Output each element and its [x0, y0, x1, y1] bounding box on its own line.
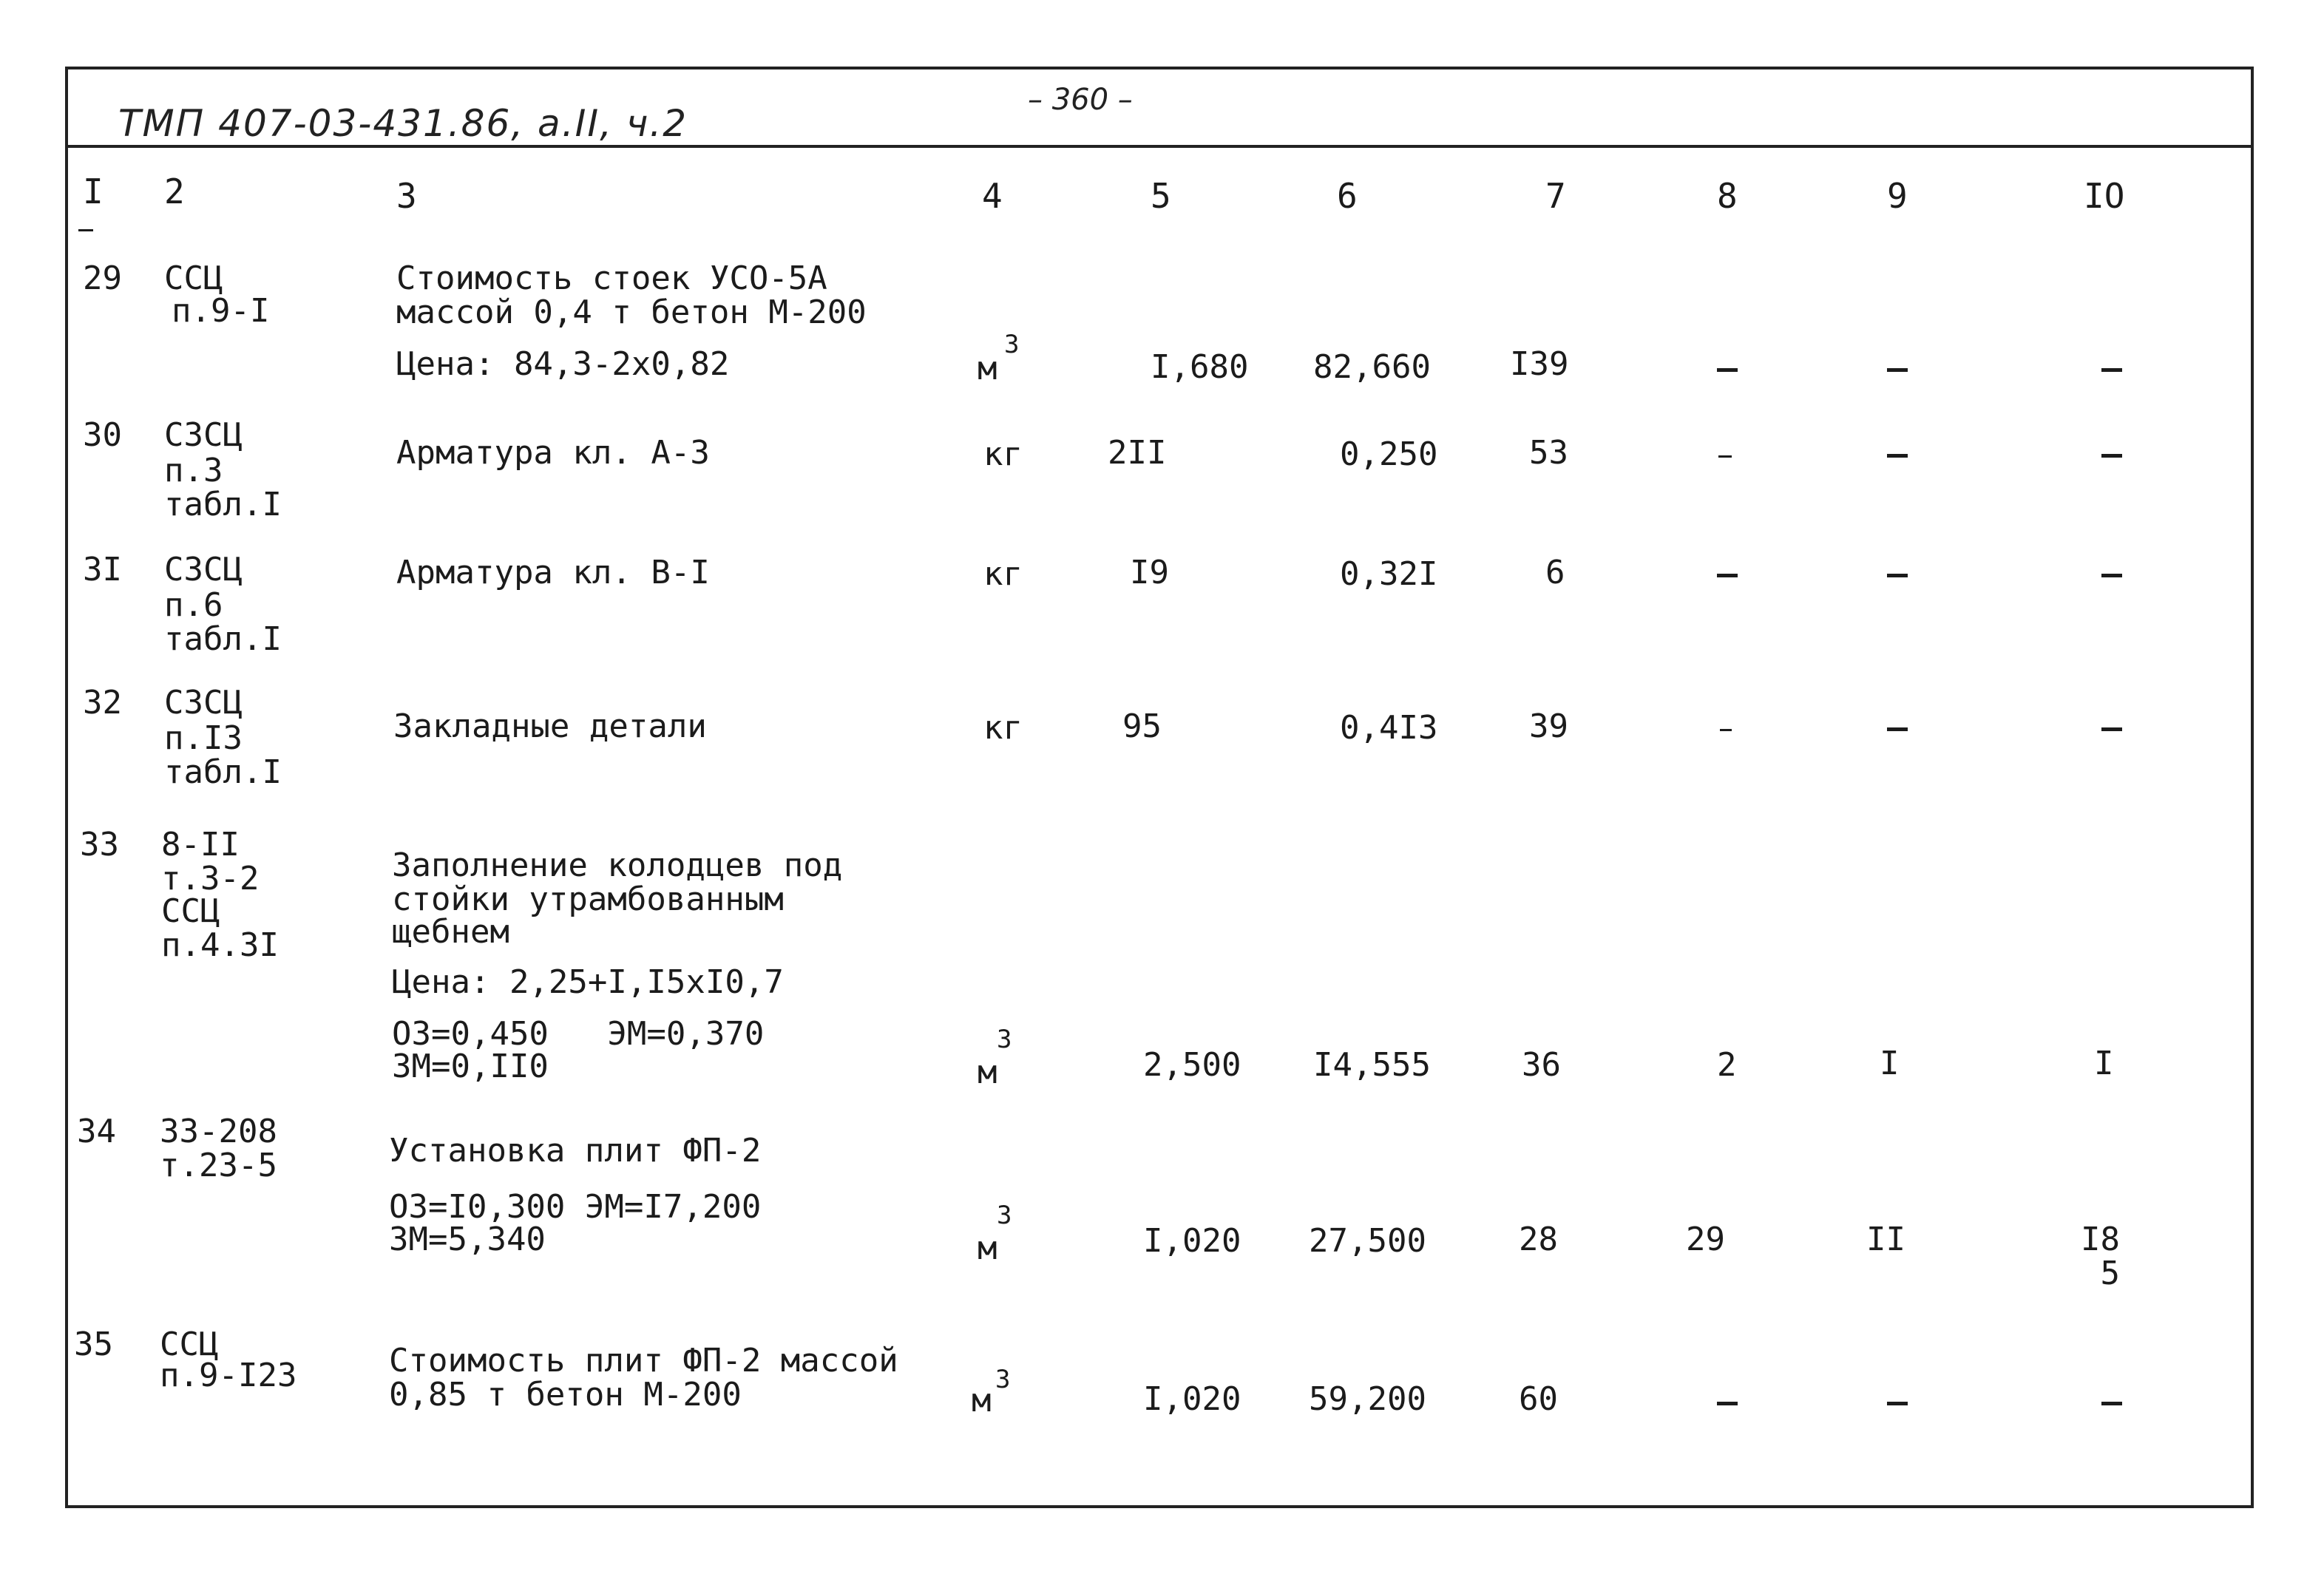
row-code: п.4.3I — [161, 926, 279, 964]
col-header-9: 9 — [1887, 176, 1908, 216]
col-header-4: 4 — [982, 176, 1003, 216]
row-quantity: 95 — [1122, 708, 1162, 745]
empty-dash — [1717, 1402, 1738, 1405]
row-quantity: 2II — [1108, 434, 1167, 472]
row-total: 60 — [1519, 1380, 1558, 1418]
row-code: 8-II — [161, 826, 240, 863]
row-unit-price: 0,250 — [1340, 435, 1438, 473]
row-cost-breakdown: ЗМ=0,II0 — [392, 1048, 549, 1085]
row-number: 29 — [83, 259, 122, 297]
row-code: п.I3 — [164, 719, 243, 757]
row-code: п.9-I — [172, 292, 270, 330]
col-header-7: 7 — [1545, 176, 1566, 216]
empty-dash — [1887, 727, 1908, 731]
row-code: СЗСЦ — [164, 416, 243, 454]
row-price-formula: Цена: 2,25+I,I5хI0,7 — [392, 963, 784, 1001]
row-col9: II — [1866, 1221, 1905, 1258]
col-header-5: 5 — [1151, 176, 1171, 216]
col-header-1: I — [83, 172, 104, 211]
row-col10: I8 5 — [2081, 1221, 2120, 1292]
row-code: п.3 — [164, 452, 223, 489]
row-code: СЗСЦ — [164, 551, 243, 588]
row-total: 28 — [1519, 1221, 1558, 1258]
row-unit: кг — [983, 709, 1023, 747]
row-code: ССЦ — [164, 259, 223, 297]
row-cost-breakdown: ОЗ=I0,300 ЭМ=I7,200 — [389, 1188, 762, 1226]
row-unit-price: 0,32I — [1340, 555, 1438, 593]
row-code: п.9-I23 — [160, 1357, 297, 1394]
row-code: СЗСЦ — [164, 684, 243, 722]
empty-dash — [2101, 1402, 2122, 1405]
row-quantity: I,020 — [1143, 1222, 1241, 1260]
row-name: стойки утрамбованным — [392, 880, 784, 918]
row-code: п.6 — [164, 586, 223, 624]
row-number: 33 — [80, 826, 119, 863]
row-name: Закладные детали — [393, 708, 707, 745]
row-cost-breakdown: ЗМ=5,340 — [389, 1221, 546, 1258]
row-unit-superscript: 3 — [995, 1365, 1011, 1394]
row-col8: 29 — [1686, 1221, 1725, 1258]
empty-dash — [2101, 574, 2122, 577]
row-number: 35 — [74, 1326, 113, 1363]
row-unit: м — [978, 1229, 997, 1267]
row-unit-superscript: 3 — [997, 1025, 1012, 1054]
row-code: табл.I — [164, 486, 282, 523]
row-quantity: 2,500 — [1143, 1046, 1241, 1084]
row-quantity: I9 — [1130, 554, 1169, 591]
row-number: 3I — [83, 551, 122, 588]
header-rule — [65, 145, 2254, 148]
row-unit: м — [972, 1382, 992, 1419]
header-tick — [78, 229, 93, 231]
row-code: ССЦ — [161, 892, 220, 930]
row-number: 32 — [83, 684, 122, 722]
row-col8: 2 — [1717, 1046, 1737, 1084]
row-col9: I — [1880, 1045, 1900, 1082]
row-code: табл.I — [164, 620, 282, 658]
row-number: 34 — [77, 1113, 116, 1150]
row-code: ССЦ — [160, 1326, 219, 1363]
row-unit-superscript: 3 — [1004, 330, 1020, 359]
row-name: Стоимость плит ФП-2 массой — [389, 1342, 898, 1380]
row-code: 33-208 — [160, 1113, 277, 1150]
row-unit-price: I4,555 — [1313, 1046, 1431, 1084]
empty-dash — [1887, 368, 1908, 372]
empty-dash — [2101, 454, 2122, 458]
empty-dash — [1717, 368, 1738, 372]
row-total: 6 — [1545, 554, 1565, 591]
row-code: т.23-5 — [160, 1147, 277, 1184]
row-unit: м — [978, 1053, 997, 1091]
row-quantity: I,680 — [1151, 348, 1249, 386]
page-number: – 360 – — [1028, 83, 1133, 117]
row-total: 39 — [1529, 708, 1568, 745]
row-name: Установка плит ФП-2 — [389, 1132, 762, 1170]
row-name: щебнем — [392, 913, 509, 951]
row-unit: м — [978, 350, 997, 387]
empty-dash — [2101, 368, 2122, 372]
col-header-6: 6 — [1337, 176, 1358, 216]
row-number: 30 — [83, 416, 122, 454]
col-header-2: 2 — [164, 172, 185, 211]
row-price-formula: Цена: 84,3-2х0,82 — [396, 345, 730, 383]
row-name: Арматура кл. А-3 — [396, 434, 710, 472]
row-unit-price: 0,4I3 — [1340, 709, 1438, 747]
row-code: т.3-2 — [161, 860, 260, 898]
document-code: ТМП 407-03-431.86, а.II, ч.2 — [118, 102, 688, 145]
empty-dash — [1887, 454, 1908, 458]
row-quantity: I,020 — [1143, 1380, 1241, 1418]
row-name: Стоимость стоек УСО-5А — [396, 259, 827, 297]
row-unit-price: 82,660 — [1313, 348, 1431, 386]
row-unit-price: 59,200 — [1309, 1380, 1426, 1418]
row-name: Арматура кл. В-I — [396, 554, 710, 591]
empty-dash — [1887, 1402, 1908, 1405]
col-header-3: 3 — [396, 176, 417, 216]
row-name: массой 0,4 т бетон М-200 — [396, 293, 867, 331]
empty-dash — [1887, 574, 1908, 577]
row-cost-breakdown: ОЗ=0,450 ЭМ=0,370 — [392, 1015, 765, 1053]
col-header-8: 8 — [1717, 176, 1738, 216]
row-unit-superscript: 3 — [997, 1201, 1012, 1230]
row-col10: I — [2094, 1045, 2114, 1082]
row-unit: кг — [983, 435, 1023, 473]
empty-dash — [2101, 727, 2122, 731]
col-header-10: IO — [2084, 176, 2125, 216]
row-name: Заполнение колодцев под — [392, 846, 843, 884]
row-unit: кг — [983, 555, 1023, 593]
row-total: I39 — [1510, 345, 1569, 383]
page-frame — [65, 67, 2254, 1508]
row-unit-price: 27,500 — [1309, 1222, 1426, 1260]
empty-dash — [1717, 574, 1738, 577]
empty-dash — [1720, 729, 1732, 731]
row-total: 53 — [1529, 434, 1568, 472]
row-code: табл.I — [164, 753, 282, 791]
empty-dash — [1718, 455, 1732, 458]
row-name: 0,85 т бетон М-200 — [389, 1376, 742, 1414]
row-total: 36 — [1522, 1046, 1561, 1084]
